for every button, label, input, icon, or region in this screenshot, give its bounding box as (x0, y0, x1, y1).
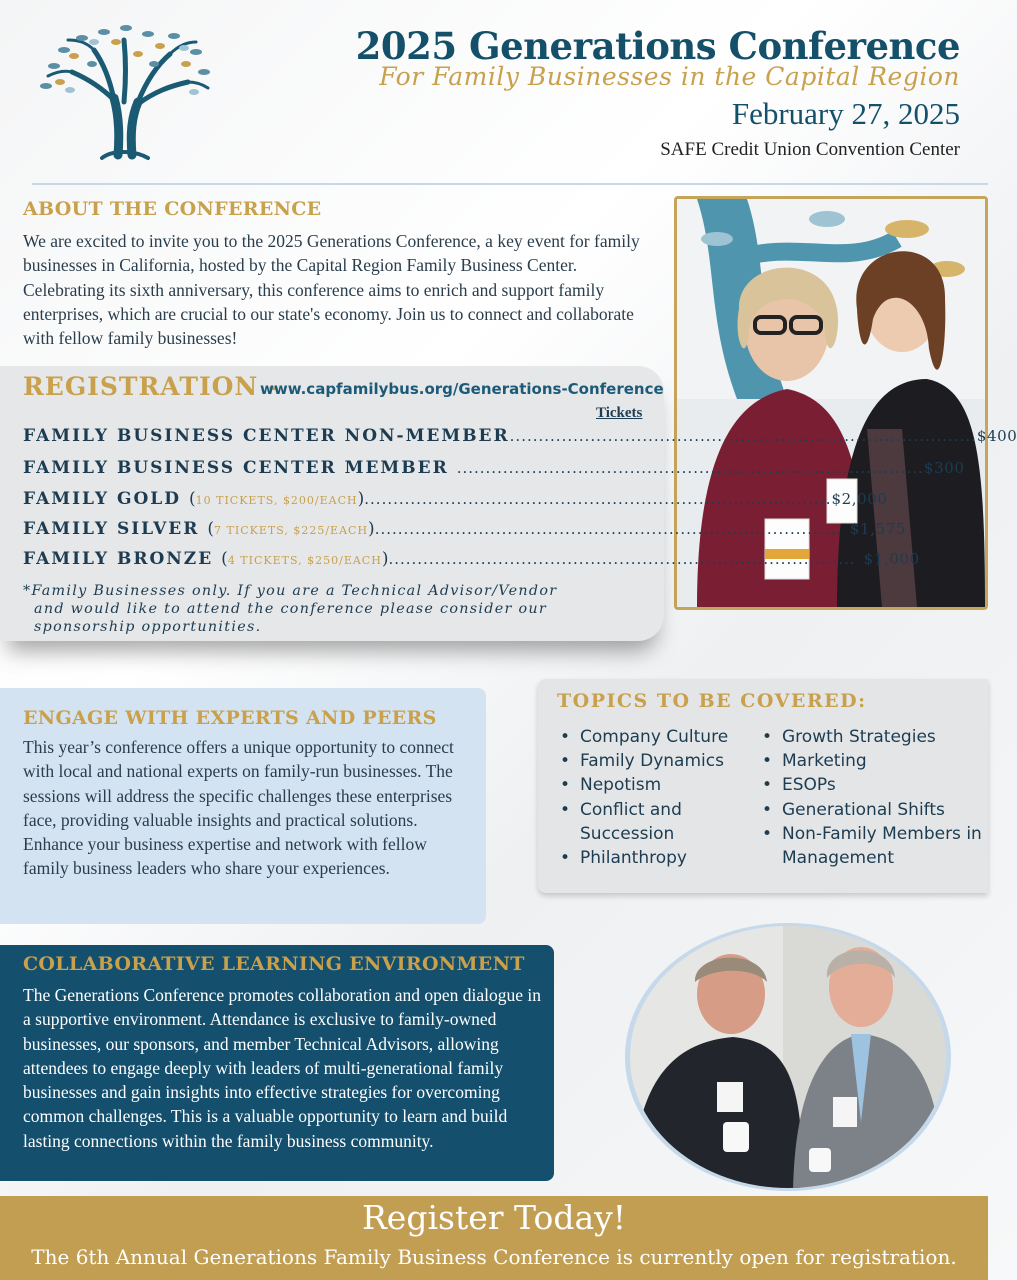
tier-name: FAMILY SILVER (23, 519, 200, 539)
topic-item: • Marketing (760, 749, 986, 773)
leader-dots: ................................................................................. (374, 520, 842, 538)
engage-body: This year’s conference offers a unique opportunity to connect with local and national experts on family-run businesses. The sessions will address the specific challenges these enterprises face, providing valuable insights and practical solutions. Enhance your business expertise and network with fellow family business leaders who share your experiences. (23, 737, 454, 879)
topic-item: • Company Culture (558, 725, 758, 749)
topics-list-right (760, 725, 986, 870)
tier-name: FAMILY BUSINESS CENTER NON-MEMBER (23, 426, 510, 446)
tier-price: $1,575 (849, 520, 906, 538)
ticket-tier-silver: FAMILY SILVER ( 7 TICKETS, $225/EACH ) ................................................................................. $1,575 (23, 519, 906, 539)
register-today-cta[interactable]: Register Today! (361, 1198, 627, 1237)
tier-name: FAMILY BRONZE (23, 549, 214, 569)
collaborative-body: The Generations Conference promotes collaboration and open dialogue in a supportive environment. Attendance is exclusive to family-owned businesses, our sponsors, and member Technical Advisors, allowing attendees to engage deeply with leaders of multi-generational family businesses and gain insights into effective strategies for overcoming common challenges. This is a valuable opportunity to learn and build lasting connections within the family business community. (23, 985, 542, 1151)
tickets-column-label: Tickets (596, 405, 643, 421)
attendees-photo-men (623, 922, 953, 1192)
topics-list-left (558, 725, 758, 870)
tier-note: 4 TICKETS, $250/EACH (227, 554, 382, 567)
tier-price: $2,000 (831, 490, 888, 508)
footer-message: The 6th Annual Generations Family Business Conference is currently open for registration. (31, 1245, 957, 1269)
topic-item: • ESOPs (760, 773, 986, 797)
ticket-tier-gold: FAMILY GOLD ( 10 TICKETS, $200/EACH ) ................................................................................. $2,000 (23, 489, 888, 509)
header-divider (32, 183, 988, 185)
tier-price: $400 (976, 427, 1017, 445)
leader-dots: ................................................................................. (456, 459, 924, 477)
tier-name: FAMILY GOLD (23, 489, 181, 509)
tier-note: 10 TICKETS, $200/EACH (195, 494, 358, 507)
footnote-line: sponsorship opportunities. (34, 619, 262, 635)
conference-title: 2025 Generations Conference (355, 24, 960, 68)
leader-dots: ................................................................................. (509, 427, 977, 445)
footnote-line: and would like to attend the conference please consider our (34, 601, 548, 617)
tree-icon (34, 20, 214, 165)
collaborative-heading: COLLABORATIVE LEARNING ENVIRONMENT (23, 953, 525, 975)
about-body: We are excited to invite you to the 2025 Generations Conference, a key event for family businesses in California, hosted by the Capital Region Family Business Center. Celebrating its sixth anniversary, this conference aims to enrich and support family enterprises, which are crucial to our state's economy. Join us to connect and collaborate with fellow family businesses! (23, 231, 640, 349)
topic-item: • Non-Family Members in Management (760, 822, 986, 870)
conference-date: February 27, 2025 (731, 96, 960, 131)
ticket-tier-member (23, 458, 965, 478)
tier-note: 7 TICKETS, $225/EACH (214, 524, 369, 537)
ticket-tier-bronze: FAMILY BRONZE ( 4 TICKETS, $250/EACH ) ................................................................................. $1,000 (23, 549, 920, 569)
tier-price: $300 (923, 459, 965, 477)
topic-item: • Generational Shifts (760, 798, 986, 822)
topic-item: • Philanthropy (558, 846, 758, 870)
registration-link[interactable]: www.capfamilybus.org/Generations-Conference (260, 380, 664, 398)
tier-price: $1,000 (863, 550, 920, 568)
topics-heading: TOPICS TO BE COVERED: (557, 690, 867, 712)
leader-dots: ................................................................................. (388, 550, 856, 568)
topic-item: • Nepotism (558, 773, 758, 797)
attendees-photo-women (674, 196, 988, 610)
ticket-tier-non-member (23, 426, 1017, 446)
conference-subtitle: For Family Businesses in the Capital Region (379, 62, 960, 91)
registration-footnote (23, 582, 633, 636)
leader-dots: ................................................................................. (364, 490, 832, 508)
tree-logo (34, 20, 214, 165)
topic-item: • Conflict and Succession (558, 798, 758, 846)
tier-name: FAMILY BUSINESS CENTER MEMBER (23, 458, 449, 478)
footnote-line: *Family Businesses only. If you are a Technical Advisor/Vendor (23, 583, 558, 599)
conference-venue: SAFE Credit Union Convention Center (660, 139, 960, 160)
registration-heading: REGISTRATION - (23, 372, 280, 401)
topic-item: • Growth Strategies (760, 725, 986, 749)
engage-heading: ENGAGE WITH EXPERTS AND PEERS (23, 707, 437, 729)
about-heading: ABOUT THE CONFERENCE (23, 198, 322, 220)
topic-item: • Family Dynamics (558, 749, 758, 773)
